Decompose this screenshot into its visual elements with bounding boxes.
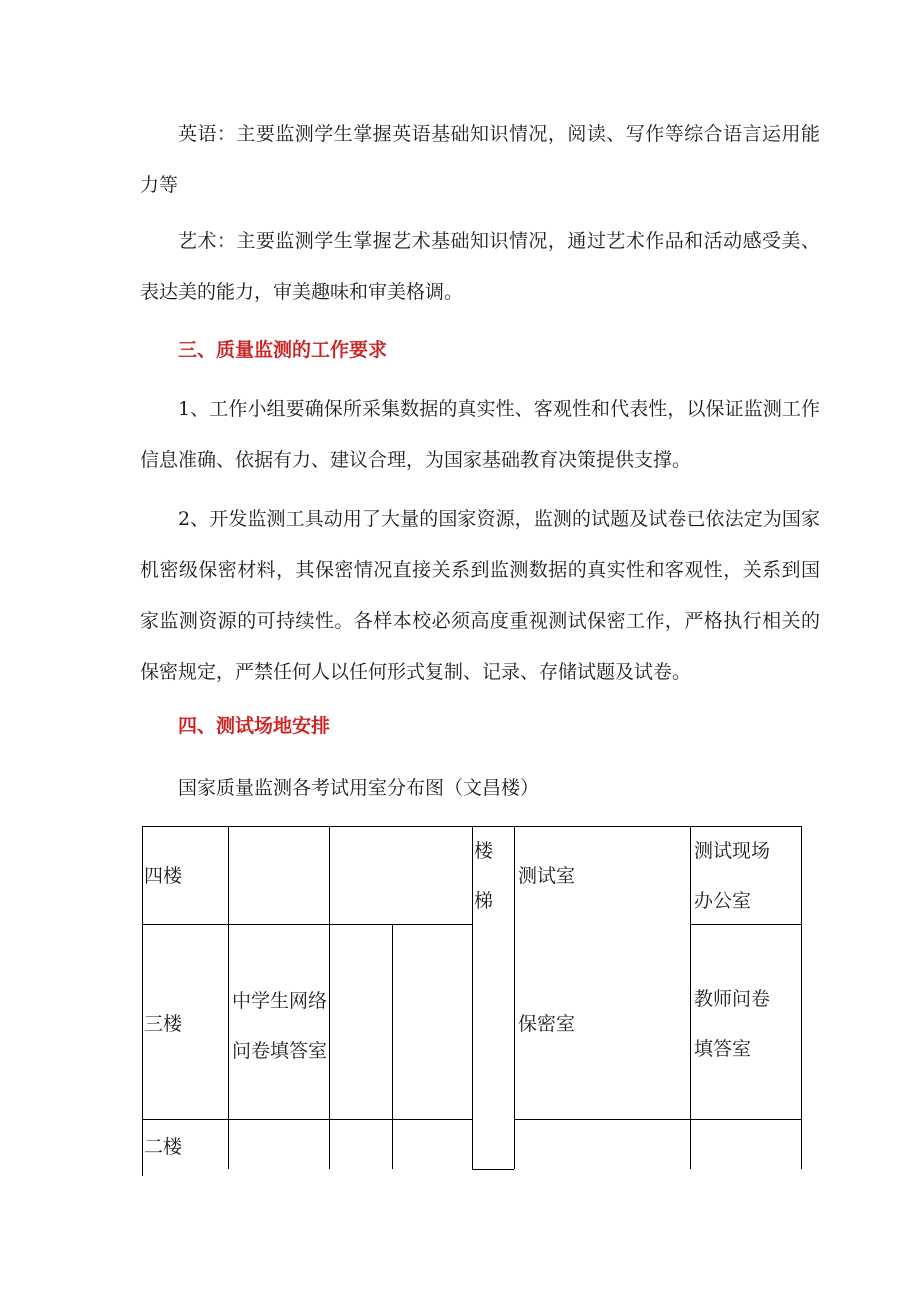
col-divider-2	[329, 826, 330, 1169]
section-4-heading: 四、测试场地安排	[178, 715, 331, 737]
english-paragraph: 英语：主要监测学生掌握英语基础知识情况，阅读、写作等综合语言运用能力等	[140, 123, 820, 196]
floor-3-label: 三楼	[144, 1013, 183, 1035]
row-divider-4-3-left	[142, 924, 472, 925]
stairs-bottom-line	[472, 1169, 514, 1170]
floor-layout-table	[142, 826, 802, 1176]
floor-2-label: 二楼	[144, 1136, 183, 1158]
test-room-label: 测试室	[518, 865, 576, 887]
col-divider-5	[514, 826, 515, 1169]
stairs-label-bottom: 梯	[474, 890, 494, 912]
section-3-heading: 三、质量监测的工作要求	[178, 339, 388, 361]
art-paragraph: 艺术：主要监测学生掌握艺术基础知识情况，通过艺术作品和活动感受美、表达美的能力，审美趣味和审美格调。	[140, 230, 820, 303]
secret-room-label: 保密室	[518, 1013, 576, 1035]
col-divider-1	[228, 826, 229, 1169]
table-caption: 国家质量监测各考试用室分布图（文昌楼）	[178, 777, 540, 799]
requirement-2-paragraph: 2、开发监测工具动用了大量的国家资源，监测的试题及试卷已依法定为国家机密级保密材料，其保密情况直接关系到监测数据的真实性和客观性，关系到国家监测资源的可持续性。各样本校必须高度重视测试保密工作，严格执行相关的保密规定，严禁任何人以任何形式复制、记录、存储试题及试卷。	[140, 508, 820, 683]
row-divider-3-2-right	[514, 1119, 802, 1120]
teacher-survey-room-label-1: 教师问卷	[694, 988, 771, 1010]
student-survey-room-label-2: 问卷填答室	[232, 1040, 328, 1062]
requirement-1-paragraph: 1、工作小组要确保所采集数据的真实性、客观性和代表性，以保证监测工作信息准确、依据有力、建议合理，为国家基础教育决策提供支撑。	[140, 398, 820, 471]
floor-4-label: 四楼	[144, 865, 183, 887]
student-survey-room-label-1: 中学生网络	[232, 990, 328, 1012]
col-divider-3	[392, 924, 393, 1169]
col-divider-6	[690, 826, 691, 1169]
site-office-label-1: 测试现场	[694, 840, 771, 862]
stairs-label-top: 楼	[474, 840, 494, 862]
row-divider-3-2-left	[142, 1119, 472, 1120]
teacher-survey-room-label-2: 填答室	[694, 1038, 752, 1060]
table-border-right	[801, 826, 802, 1169]
site-office-label-2: 办公室	[694, 890, 752, 912]
